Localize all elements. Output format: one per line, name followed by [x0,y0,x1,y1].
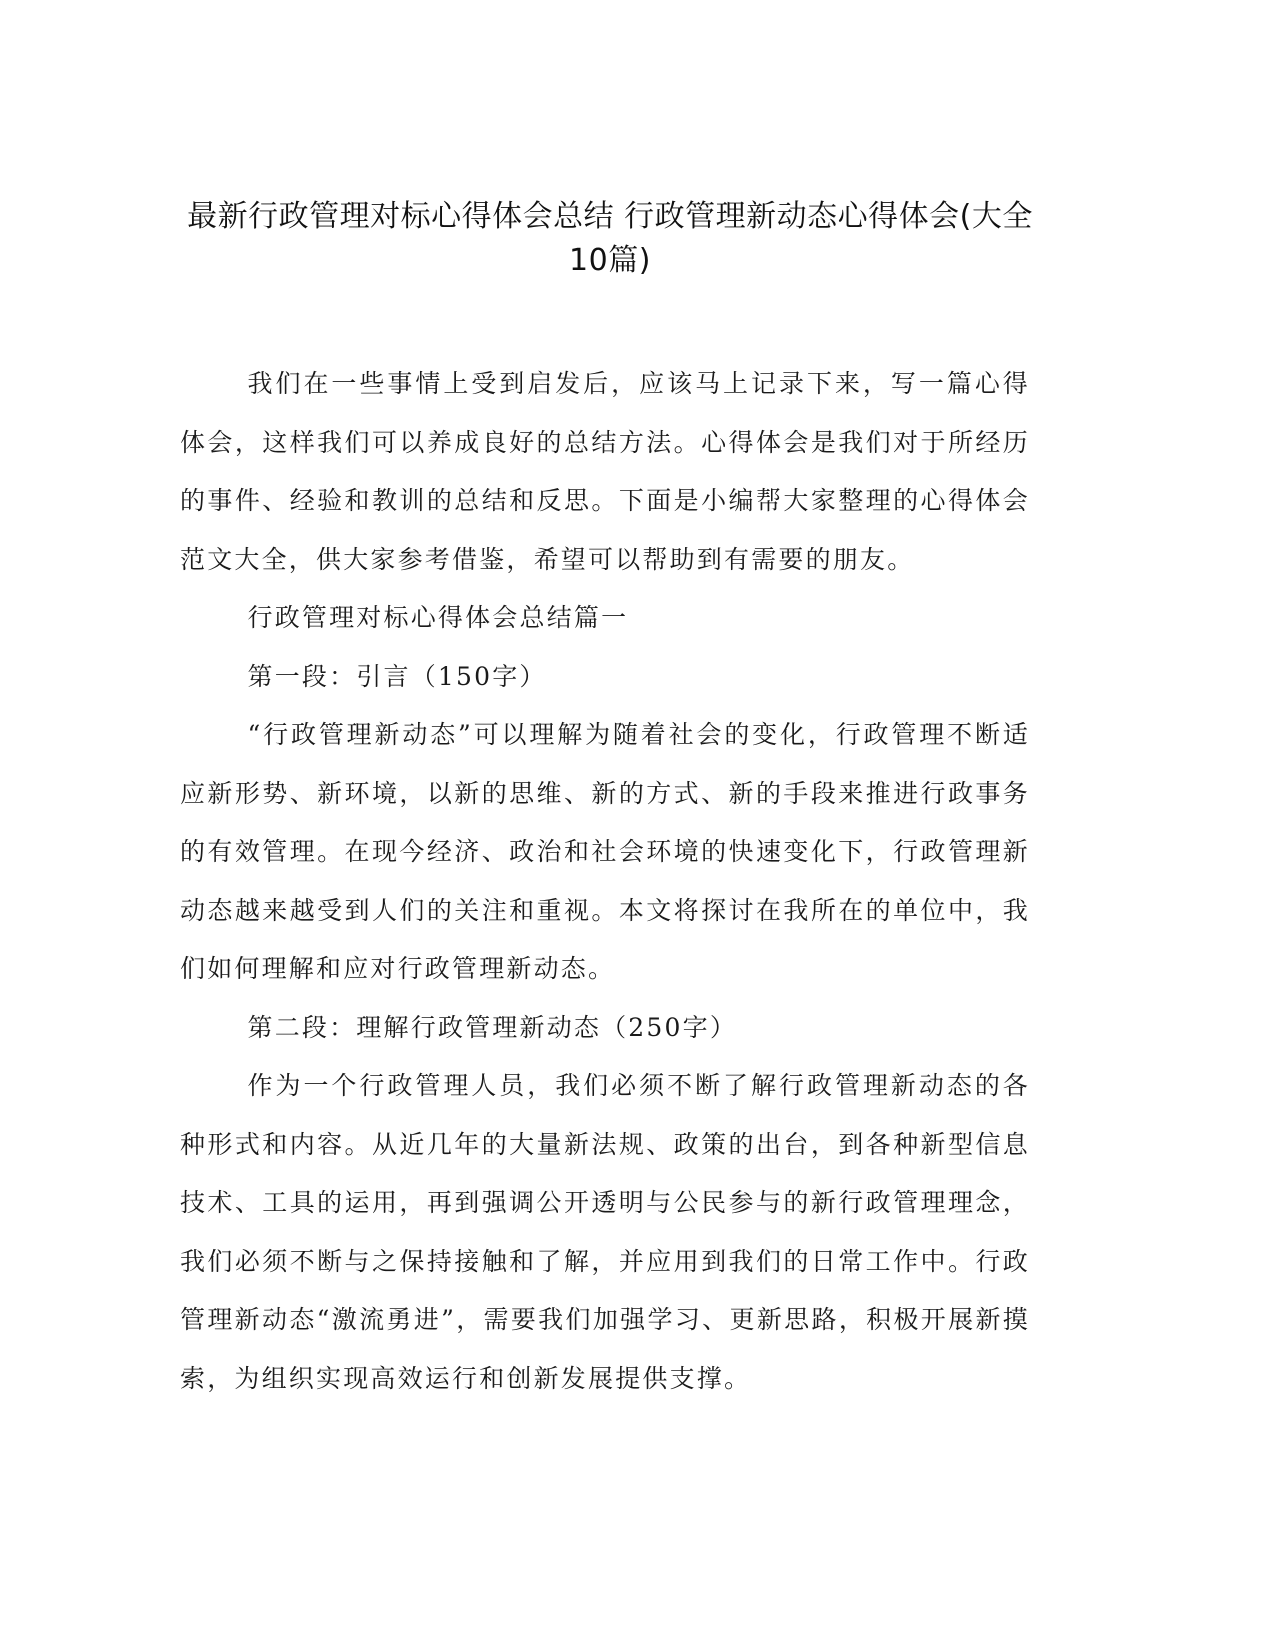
subsection-heading: 第一段：引言（150字） [247,661,547,691]
document-title: 最新行政管理对标心得体会总结 行政管理新动态心得体会(大全10篇) [187,199,1033,278]
document-body [180,355,1030,1408]
body-paragraph: “行政管理新动态”可以理解为随着社会的变化，行政管理不断适应新形势、新环境，以新的思维、新的方式、新的手段来推进行政事务的有效管理。在现今经济、政治和社会环境的快速变化下，行政管理新动态越来越受到人们的关注和重视。本文将探讨在我所在的单位中，我们如何理解和应对行政管理新动态。 [180,720,1030,983]
intro-paragraph: 我们在一些事情上受到启发后，应该马上记录下来，写一篇心得体会，这样我们可以养成良好的总结方法。心得体会是我们对于所经历的事件、经验和教训的总结和反思。下面是小编帮大家整理的心得体会范文大全，供大家参考借鉴，希望可以帮助到有需要的朋友。 [180,369,1030,574]
subsection-heading: 第二段：理解行政管理新动态（250字） [247,1012,738,1042]
section-heading: 行政管理对标心得体会总结篇一 [247,603,629,632]
body-paragraph: 作为一个行政管理人员，我们必须不断了解行政管理新动态的各种形式和内容。从近几年的大量新法规、政策的出台，到各种新型信息技术、工具的运用，再到强调公开透明与公民参与的新行政管理理念，我们必须不断与之保持接触和了解，并应用到我们的日常工作中。行政管理新动态“激流勇进”，需要我们加强学习、更新思路，积极开展新摸索，为组织实现高效运行和创新发展提供支撑。 [180,1071,1030,1393]
